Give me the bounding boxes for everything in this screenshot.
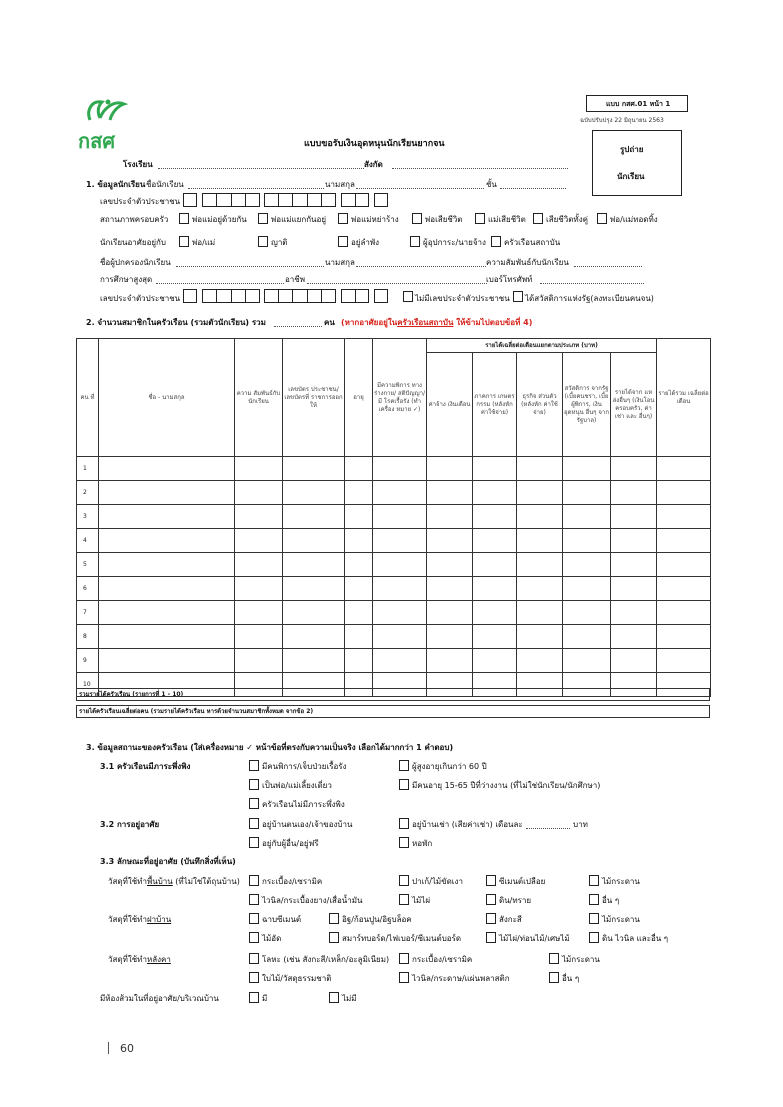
table-cell[interactable] bbox=[99, 505, 235, 529]
table-cell[interactable] bbox=[517, 529, 563, 553]
toilet-checkbox[interactable] bbox=[329, 992, 339, 1003]
table-cell[interactable] bbox=[99, 457, 235, 481]
guardian-id-group-5[interactable] bbox=[374, 289, 388, 303]
floor-checkbox[interactable] bbox=[589, 894, 599, 905]
student-id-label: เลขประจำตัวประชาชน bbox=[100, 197, 181, 206]
row-number: 10 bbox=[77, 673, 99, 697]
table-cell[interactable] bbox=[373, 505, 427, 529]
welfare-checkbox[interactable] bbox=[513, 291, 523, 302]
row-number: 4 bbox=[77, 529, 99, 553]
row-number: 6 bbox=[77, 577, 99, 601]
table-cell[interactable] bbox=[99, 529, 235, 553]
wall-checkbox[interactable] bbox=[589, 913, 599, 924]
housing-checkbox[interactable] bbox=[249, 837, 259, 848]
table-cell[interactable] bbox=[657, 481, 711, 505]
table-cell[interactable] bbox=[99, 481, 235, 505]
family-option-label: แม่เสียชีวิต bbox=[488, 215, 526, 224]
floor-checkbox[interactable] bbox=[486, 875, 496, 886]
wall-checkbox[interactable] bbox=[486, 932, 496, 943]
table-cell[interactable] bbox=[373, 553, 427, 577]
col-header: รายได้รวม เฉลี่ยต่อเดือน bbox=[657, 339, 711, 457]
table-cell[interactable] bbox=[517, 577, 563, 601]
eef-logo-icon bbox=[84, 96, 132, 130]
burden-option: มีคนพิการ/เจ็บป่วยเรื้อรัง bbox=[262, 762, 347, 771]
floor-option: ไม้ไผ่ bbox=[412, 896, 431, 905]
table-cell[interactable] bbox=[427, 505, 473, 529]
rent-unit: บาท bbox=[573, 820, 588, 829]
housing-checkbox[interactable] bbox=[399, 837, 409, 848]
guardian-surname-label: นามสกุล bbox=[325, 258, 355, 267]
table-cell[interactable] bbox=[345, 601, 373, 625]
burden-checkbox[interactable] bbox=[249, 779, 259, 790]
live-with-checkbox[interactable] bbox=[491, 236, 501, 247]
floor-option: ซีเมนต์เปลือย bbox=[499, 877, 546, 886]
table-cell[interactable] bbox=[517, 625, 563, 649]
floor-option: ดิน/ทราย bbox=[499, 896, 532, 905]
row-number: 3 bbox=[77, 505, 99, 529]
housing-checkbox[interactable] bbox=[249, 818, 259, 829]
table-cell[interactable] bbox=[235, 553, 283, 577]
live-with-option: ญาติ bbox=[271, 238, 288, 247]
education-label: การศึกษาสูงสุด bbox=[100, 275, 153, 284]
roof-label: วัสดุที่ใช้ทำหลังคา bbox=[108, 955, 171, 964]
table-row bbox=[77, 481, 711, 505]
row-number: 1 bbox=[77, 457, 99, 481]
floor-option: ไวนิล/กระเบื้องยาง/เสื่อน้ำมัน bbox=[262, 896, 363, 905]
rent-field[interactable] bbox=[526, 820, 570, 829]
col-header: รายได้จาก แหล่งอื่นๆ (เงินโอน ครอบครัว, ค่าเช่า และ อื่นๆ) bbox=[611, 353, 657, 457]
row-number: 8 bbox=[77, 625, 99, 649]
student-id-group-1[interactable] bbox=[183, 193, 197, 207]
section2-note: (หากอาศัยอยู่ในครัวเรือนสถาบัน ให้ข้ามไปตอบข้อที่ 4) bbox=[341, 318, 533, 327]
education-field[interactable] bbox=[156, 275, 284, 284]
table-cell[interactable] bbox=[283, 457, 345, 481]
guardian-id-label: เลขประจำตัวประชาชน bbox=[100, 294, 181, 303]
family-option-checkbox[interactable] bbox=[475, 213, 485, 224]
table-cell[interactable] bbox=[283, 553, 345, 577]
wall-checkbox[interactable] bbox=[249, 913, 259, 924]
family-option-label: พ่อเสียชีวิต bbox=[425, 215, 463, 224]
table-cell[interactable] bbox=[563, 625, 611, 649]
page-number: 60 bbox=[120, 1042, 134, 1055]
floor-checkbox[interactable] bbox=[589, 875, 599, 886]
table-cell[interactable] bbox=[517, 505, 563, 529]
toilet-checkbox[interactable] bbox=[249, 992, 259, 1003]
table-row bbox=[77, 649, 711, 673]
floor-option: ปาเก้/ไม้ขัดเงา bbox=[412, 877, 463, 886]
table-cell[interactable] bbox=[563, 601, 611, 625]
floor-option: ไม้กระดาน bbox=[602, 877, 640, 886]
table-cell[interactable] bbox=[427, 601, 473, 625]
table-cell[interactable] bbox=[473, 601, 517, 625]
live-with-checkbox[interactable] bbox=[338, 236, 348, 247]
table-row bbox=[77, 553, 711, 577]
floor-word: พื้นบ้าน bbox=[146, 877, 173, 886]
table-cell[interactable] bbox=[427, 529, 473, 553]
row-number: 5 bbox=[77, 553, 99, 577]
page-title: แบบขอรับเงินอุดหนุนนักเรียนยากจน bbox=[304, 139, 445, 149]
floor-option: อื่น ๆ bbox=[602, 896, 620, 905]
table-cell[interactable] bbox=[611, 553, 657, 577]
table-cell[interactable] bbox=[283, 529, 345, 553]
housing-option: อยู่บ้านตนเอง/เจ้าของบ้าน bbox=[262, 820, 353, 829]
no-id-label: ไม่มีเลขประจำตัวประชาชน bbox=[415, 294, 510, 303]
toilet-label: มีห้องส้วมในที่อยู่อาศัย/บริเวณบ้าน bbox=[100, 994, 219, 1003]
table-cell[interactable] bbox=[611, 649, 657, 673]
live-with-option: ผู้อุปการะ/นายจ้าง bbox=[423, 238, 486, 247]
col-header: เลขบัตร ประชาชน/ เลขบัตรที่ ราชการออกให้ bbox=[283, 339, 345, 457]
student-name-field[interactable] bbox=[188, 180, 324, 189]
grade-field[interactable] bbox=[500, 180, 566, 189]
guardian-name-label: ชื่อผู้ปกครองนักเรียน bbox=[100, 258, 171, 267]
live-with-checkbox[interactable] bbox=[258, 236, 268, 247]
live-with-label: นักเรียนอาศัยอยู่กับ bbox=[100, 238, 166, 247]
table-cell[interactable] bbox=[373, 457, 427, 481]
traits-label: 3.3 ลักษณะที่อยู่อาศัย (บันทึกสิ่งที่เห็น) bbox=[100, 857, 236, 866]
burden-option: มีคนอายุ 15-65 ปีที่ว่างงาน (ที่ไม่ใช่นักเรียน/นักศึกษา) bbox=[412, 781, 601, 790]
table-cell[interactable] bbox=[345, 481, 373, 505]
table-cell[interactable] bbox=[283, 649, 345, 673]
table-cell[interactable] bbox=[345, 649, 373, 673]
student-id-group-3[interactable] bbox=[264, 193, 336, 207]
table-cell[interactable] bbox=[611, 481, 657, 505]
row-number: 7 bbox=[77, 601, 99, 625]
table-cell[interactable] bbox=[517, 649, 563, 673]
floor-checkbox[interactable] bbox=[249, 894, 259, 905]
wall-checkbox[interactable] bbox=[329, 932, 339, 943]
family-option-label: พ่อ/แม่ทอดทิ้ง bbox=[610, 215, 658, 224]
table-cell[interactable] bbox=[473, 529, 517, 553]
col-header: ภาคการ เกษตร กรรม (หลังหัก ค่าใช้จ่าย) bbox=[473, 353, 517, 457]
table-row bbox=[77, 529, 711, 553]
grade-label: ชั้น bbox=[486, 180, 497, 189]
wall-option: ไม้กระดาน bbox=[602, 915, 640, 924]
wall-option: สมาร์ทบอร์ด/ไฟเบอร์/ซีเมนต์บอร์ด bbox=[342, 934, 462, 943]
student-id-group-2[interactable] bbox=[202, 193, 260, 207]
burden-checkbox[interactable] bbox=[249, 760, 259, 771]
guardian-surname-field[interactable] bbox=[356, 258, 486, 267]
row-number: 2 bbox=[77, 481, 99, 505]
col-header: ความ สัมพันธ์กับ นักเรียน bbox=[235, 339, 283, 457]
table-cell[interactable] bbox=[345, 505, 373, 529]
table-cell[interactable] bbox=[611, 505, 657, 529]
table-cell[interactable] bbox=[99, 601, 235, 625]
table-cell[interactable] bbox=[563, 481, 611, 505]
table-cell[interactable] bbox=[427, 625, 473, 649]
guardian-id-group-2[interactable] bbox=[202, 289, 260, 303]
roof-option: ไวนิล/กระดาษ/แผ่นพลาสติก bbox=[412, 974, 510, 983]
floor-checkbox[interactable] bbox=[486, 894, 496, 905]
table-cell[interactable] bbox=[99, 625, 235, 649]
table-cell[interactable] bbox=[473, 505, 517, 529]
table-cell[interactable] bbox=[283, 481, 345, 505]
table-cell[interactable] bbox=[235, 481, 283, 505]
table-cell[interactable] bbox=[517, 457, 563, 481]
student-name-label: ชื่อนักเรียน bbox=[146, 180, 184, 189]
student-id-group-5[interactable] bbox=[374, 193, 388, 207]
roof-checkbox[interactable] bbox=[399, 953, 409, 964]
guardian-id-group-4[interactable] bbox=[341, 289, 369, 303]
table-row bbox=[77, 601, 711, 625]
wall-option: สังกะสี bbox=[499, 915, 522, 924]
wall-option: ฉาบซีเมนต์ bbox=[262, 915, 302, 924]
family-option-checkbox[interactable] bbox=[533, 213, 543, 224]
wall-label: วัสดุที่ใช้ทำฝาบ้าน bbox=[108, 915, 172, 924]
guardian-name-field[interactable] bbox=[176, 258, 324, 267]
table-cell[interactable] bbox=[373, 601, 427, 625]
housing-checkbox[interactable] bbox=[399, 818, 409, 829]
table-cell[interactable] bbox=[283, 577, 345, 601]
table-row bbox=[77, 577, 711, 601]
table-cell[interactable] bbox=[473, 553, 517, 577]
table-cell[interactable] bbox=[373, 625, 427, 649]
school-label: โรงเรียน bbox=[123, 160, 153, 169]
table-cell[interactable] bbox=[235, 457, 283, 481]
roof-word: หลังคา bbox=[146, 955, 171, 964]
toilet-option: มี bbox=[262, 994, 268, 1003]
family-status-label: สถานภาพครอบครัว bbox=[100, 215, 169, 224]
col-header: คน ที่ bbox=[77, 339, 99, 457]
guardian-id-group-1[interactable] bbox=[183, 289, 197, 303]
table-cell[interactable] bbox=[563, 457, 611, 481]
table-cell[interactable] bbox=[657, 529, 711, 553]
floor-checkbox[interactable] bbox=[399, 894, 409, 905]
family-option-checkbox[interactable] bbox=[179, 213, 189, 224]
family-option-checkbox[interactable] bbox=[597, 213, 607, 224]
table-cell[interactable] bbox=[283, 505, 345, 529]
floor-checkbox[interactable] bbox=[249, 875, 259, 886]
table-cell[interactable] bbox=[235, 601, 283, 625]
table-cell[interactable] bbox=[517, 553, 563, 577]
family-option-checkbox[interactable] bbox=[412, 213, 422, 224]
floor-label: วัสดุที่ใช้ทำพื้นบ้าน (ที่ไม่ใช่ใต้ถุนบ้าน) bbox=[108, 877, 240, 886]
table-cell[interactable] bbox=[235, 625, 283, 649]
total-income-row: รวมรายได้ครัวเรือน (รายการที่ 1 - 10) bbox=[76, 688, 710, 701]
family-option-label: เสียชีวิตทั้งคู่ bbox=[546, 215, 588, 224]
floor-checkbox[interactable] bbox=[399, 875, 409, 886]
table-cell[interactable] bbox=[235, 505, 283, 529]
phone-field[interactable] bbox=[540, 275, 644, 284]
burden-checkbox[interactable] bbox=[399, 779, 409, 790]
housing-option: หอพัก bbox=[412, 839, 433, 848]
burden-checkbox[interactable] bbox=[249, 798, 259, 809]
housing-label: 3.2 การอยู่อาศัย bbox=[100, 820, 160, 829]
family-option-checkbox[interactable] bbox=[338, 213, 348, 224]
table-cell[interactable] bbox=[517, 601, 563, 625]
col-header: ชื่อ - นามสกุล bbox=[99, 339, 235, 457]
roof-option: อื่น ๆ bbox=[562, 974, 580, 983]
table-cell[interactable] bbox=[427, 577, 473, 601]
wall-checkbox[interactable] bbox=[329, 913, 339, 924]
wall-checkbox[interactable] bbox=[249, 932, 259, 943]
wall-option: ไม้อัด bbox=[262, 934, 282, 943]
table-cell[interactable] bbox=[373, 481, 427, 505]
table-cell[interactable] bbox=[473, 649, 517, 673]
relation-field[interactable] bbox=[574, 258, 642, 267]
table-cell[interactable] bbox=[611, 625, 657, 649]
table-row bbox=[77, 457, 711, 481]
table-cell[interactable] bbox=[345, 625, 373, 649]
table-cell[interactable] bbox=[235, 577, 283, 601]
table-cell[interactable] bbox=[99, 553, 235, 577]
roof-checkbox[interactable] bbox=[549, 953, 559, 964]
table-cell[interactable] bbox=[427, 457, 473, 481]
section3-heading: 3. ข้อมูลสถานะของครัวเรือน (ใส่เครื่องหมาย ✓ หน้าข้อที่ตรงกับความเป็นจริง เลือกได้มากกว่า 1 คำตอบ) bbox=[86, 743, 454, 752]
table-cell[interactable] bbox=[657, 601, 711, 625]
live-with-checkbox[interactable] bbox=[410, 236, 420, 247]
wall-option: ดิน ไวนิล และอื่น ๆ bbox=[602, 934, 669, 943]
section2-note-underlined: ครัวเรือนสถาบัน bbox=[397, 318, 454, 327]
logo-text: กสศ bbox=[78, 129, 116, 153]
table-cell[interactable] bbox=[657, 649, 711, 673]
form-code: แบบ กสศ.01 หน้า 1 bbox=[606, 100, 671, 108]
table-cell[interactable] bbox=[657, 577, 711, 601]
table-cell[interactable] bbox=[563, 649, 611, 673]
table-cell[interactable] bbox=[473, 625, 517, 649]
col-header: ธุรกิจ ส่วนตัว (หลังหัก ค่าใช้จ่าย) bbox=[517, 353, 563, 457]
average-income-row: รายได้ครัวเรือนเฉลี่ยต่อคน (รวมรายได้ครัวเรือน หารด้วยจำนวนสมาชิกทั้งหมด จากข้อ 2) bbox=[76, 705, 710, 718]
table-cell[interactable] bbox=[345, 577, 373, 601]
welfare-label: ได้สวัสดิการแห่งรัฐ(ลงทะเบียนคนจน) bbox=[525, 294, 654, 303]
occupation-field[interactable] bbox=[307, 275, 487, 284]
school-field[interactable] bbox=[158, 160, 364, 169]
section1-heading: 1. ข้อมูลนักเรียน bbox=[86, 180, 146, 189]
table-cell[interactable] bbox=[235, 529, 283, 553]
photo-label-1: รูปถ่าย bbox=[620, 145, 644, 154]
wall-word: ฝาบ้าน bbox=[146, 915, 172, 924]
table-row bbox=[77, 625, 711, 649]
family-option-label: พ่อแม่แยกกันอยู่ bbox=[271, 215, 326, 224]
table-cell[interactable] bbox=[283, 625, 345, 649]
occupation-label: อาชีพ bbox=[285, 275, 305, 284]
table-cell[interactable] bbox=[373, 577, 427, 601]
table-cell[interactable] bbox=[563, 505, 611, 529]
table-cell[interactable] bbox=[657, 457, 711, 481]
burden-option: เป็นพ่อ/แม่เลี้ยงเดี่ยว bbox=[262, 781, 332, 790]
student-surname-field[interactable] bbox=[356, 180, 484, 189]
table-cell[interactable] bbox=[345, 529, 373, 553]
table-cell[interactable] bbox=[345, 553, 373, 577]
wall-option: อิฐ/ก้อนปูน/อิฐบล็อค bbox=[342, 915, 412, 924]
housing-option: อยู่บ้านเช่า (เสียค่าเช่า) เดือนละ bbox=[412, 820, 523, 829]
burden-label: 3.1 ครัวเรือนมีภาระพึ่งพิง bbox=[100, 762, 191, 771]
table-cell[interactable] bbox=[611, 601, 657, 625]
guardian-id-group-3[interactable] bbox=[264, 289, 336, 303]
family-option-label: พ่อแม่หย่าร้าง bbox=[351, 215, 399, 224]
affiliation-label: สังกัด bbox=[364, 160, 383, 169]
roof-checkbox[interactable] bbox=[249, 972, 259, 983]
table-cell[interactable] bbox=[657, 625, 711, 649]
row-number: 9 bbox=[77, 649, 99, 673]
family-option-label: พ่อแม่อยู่ด้วยกัน bbox=[192, 215, 247, 224]
roof-checkbox[interactable] bbox=[399, 972, 409, 983]
table-cell[interactable] bbox=[611, 457, 657, 481]
burden-option: ผู้สูงอายุเกินกว่า 60 ปี bbox=[412, 762, 487, 771]
wall-checkbox[interactable] bbox=[589, 932, 599, 943]
household-table bbox=[76, 338, 711, 697]
member-count-unit: คน bbox=[324, 318, 335, 327]
table-cell[interactable] bbox=[473, 457, 517, 481]
table-cell[interactable] bbox=[427, 649, 473, 673]
table-cell[interactable] bbox=[473, 577, 517, 601]
table-cell[interactable] bbox=[611, 577, 657, 601]
table-cell[interactable] bbox=[517, 481, 563, 505]
table-cell[interactable] bbox=[427, 553, 473, 577]
burden-checkbox[interactable] bbox=[399, 760, 409, 771]
roof-option: โลหะ (เช่น สังกะสี/เหล็ก/อะลูมิเนียม) bbox=[262, 955, 390, 964]
relation-label: ความสัมพันธ์กับนักเรียน bbox=[486, 258, 569, 267]
table-cell[interactable] bbox=[657, 505, 711, 529]
roof-checkbox[interactable] bbox=[249, 953, 259, 964]
table-cell[interactable] bbox=[563, 577, 611, 601]
table-cell[interactable] bbox=[611, 529, 657, 553]
photo-label-2: นักเรียน bbox=[617, 172, 645, 181]
live-with-option: อยู่ลำพัง bbox=[351, 238, 380, 247]
roof-option: กระเบื้อง/เซรามิค bbox=[412, 955, 473, 964]
member-count-field[interactable] bbox=[274, 318, 322, 327]
col-header: มีความพิการ ทางร่างกาย/ สติปัญญา/มี โรคเรื้อรัง (ทำเครื่อง หมาย ✓) bbox=[373, 339, 427, 457]
table-cell[interactable] bbox=[563, 553, 611, 577]
table-cell[interactable] bbox=[563, 529, 611, 553]
table-cell[interactable] bbox=[345, 457, 373, 481]
live-with-checkbox[interactable] bbox=[179, 236, 189, 247]
section2-heading: 2. จำนวนสมาชิกในครัวเรือน (รวมตัวนักเรียน) รวม bbox=[86, 318, 266, 327]
table-cell[interactable] bbox=[235, 649, 283, 673]
table-cell[interactable] bbox=[283, 601, 345, 625]
table-cell[interactable] bbox=[99, 649, 235, 673]
photo-box bbox=[592, 130, 682, 196]
table-row bbox=[77, 505, 711, 529]
col-header: สวัสดิการ จากรัฐ (เบี้ยคนชรา, เบี้ยผู้พิการ, เงินอุดหนุน อื่นๆ จาก รัฐบาล) bbox=[563, 353, 611, 457]
no-id-checkbox[interactable] bbox=[403, 291, 413, 302]
floor-option: กระเบื้อง/เซรามิค bbox=[262, 877, 323, 886]
wall-option: ไม้ไผ่/ท่อนไม้/เศษไม้ bbox=[499, 934, 570, 943]
table-cell[interactable] bbox=[373, 649, 427, 673]
table-cell[interactable] bbox=[373, 529, 427, 553]
roof-checkbox[interactable] bbox=[549, 972, 559, 983]
live-with-option: ครัวเรือนสถาบัน bbox=[504, 238, 561, 247]
col-header: ค่าจ้าง เงินเดือน bbox=[427, 353, 473, 457]
page-number-divider bbox=[108, 1042, 109, 1054]
roof-option: ไม้กระดาน bbox=[562, 955, 600, 964]
live-with-option: พ่อ/แม่ bbox=[192, 238, 216, 247]
roof-option: ใบไม้/วัสดุธรรมชาติ bbox=[262, 974, 332, 983]
income-group-header: รายได้เฉลี่ยต่อเดือนแยกตามประเภท (บาท) bbox=[427, 339, 657, 353]
student-id-group-4[interactable] bbox=[341, 193, 369, 207]
housing-option: อยู่กับผู้อื่น/อยู่ฟรี bbox=[262, 839, 319, 848]
burden-option: ครัวเรือนไม่มีภาระพึ่งพิง bbox=[262, 800, 345, 809]
table-cell[interactable] bbox=[473, 481, 517, 505]
table-cell[interactable] bbox=[427, 481, 473, 505]
phone-label: เบอร์โทรศัพท์ bbox=[486, 275, 533, 284]
revision-date: ฉบับปรับปรุง 22 มิถุนายน 2563 bbox=[580, 117, 664, 124]
student-surname-label: นามสกุล bbox=[325, 180, 355, 189]
wall-checkbox[interactable] bbox=[486, 913, 496, 924]
table-cell[interactable] bbox=[99, 577, 235, 601]
col-header: อายุ bbox=[345, 339, 373, 457]
family-option-checkbox[interactable] bbox=[258, 213, 268, 224]
affiliation-field[interactable] bbox=[392, 160, 568, 169]
toilet-option: ไม่มี bbox=[342, 994, 357, 1003]
table-cell[interactable] bbox=[657, 553, 711, 577]
